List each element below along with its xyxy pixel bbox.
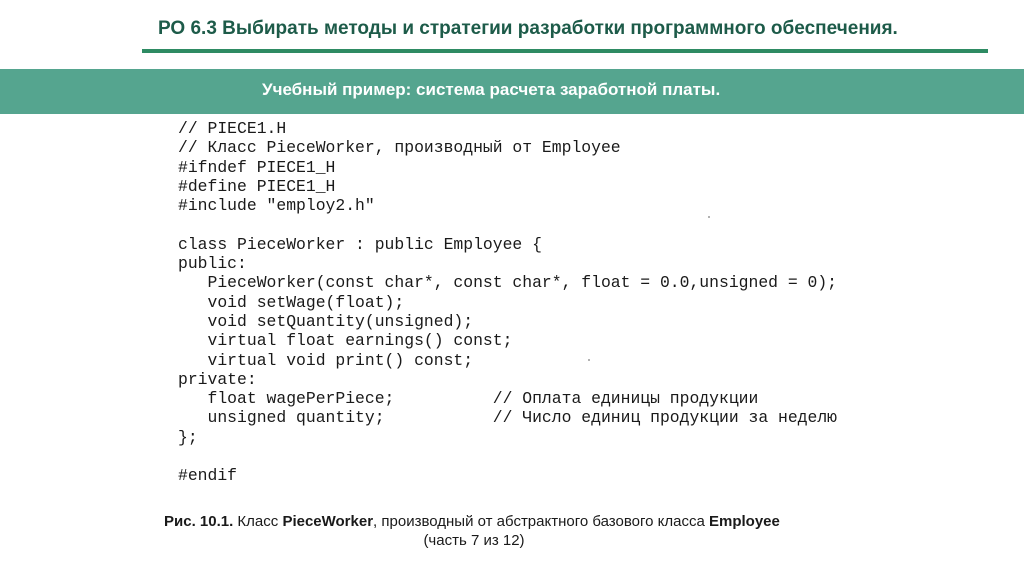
scan-speck: [588, 359, 590, 361]
code-line: [178, 215, 837, 234]
code-line: public:: [178, 254, 247, 274]
code-line: };: [178, 427, 198, 447]
code-line: virtual void print() const;: [178, 350, 474, 370]
caption-text-1: Класс: [233, 513, 283, 530]
code-line: class PieceWorker : public Employee {: [178, 234, 542, 254]
scan-speck: [708, 216, 710, 218]
code-line: // PIECE1.H: [178, 119, 287, 138]
code-line: #endif: [178, 466, 238, 486]
code-line: #ifndef PIECE1_H: [178, 157, 336, 177]
title-underline: [142, 49, 988, 53]
code-line: void setQuantity(unsigned);: [178, 311, 474, 331]
code-line: PieceWorker(const char*, const char*, float = 0.0,unsigned = 0);: [178, 273, 838, 293]
code-line: #define PIECE1_H: [178, 176, 336, 196]
code-line: virtual float earnings() const;: [178, 331, 513, 351]
code-line: float wagePerPiece; // Оплата единицы продукции: [178, 389, 759, 409]
slide-title: РО 6.3 Выбирать методы и стратегии разработки программного обеспечения.: [158, 18, 898, 39]
caption-class-pieceworker: PieceWorker: [282, 513, 374, 530]
code-line: unsigned quantity; // Число единиц продукции за неделю: [178, 408, 838, 428]
caption-line-1: [164, 512, 864, 531]
caption-figure-number: Рис. 10.1.: [164, 513, 234, 530]
code-line: #include "employ2.h": [178, 196, 375, 216]
code-line: private:: [178, 369, 257, 389]
caption-class-employee: Employee: [708, 513, 780, 530]
code-line: void setWage(float);: [178, 292, 405, 312]
code-listing: [178, 119, 837, 486]
section-banner: [0, 69, 1024, 114]
code-line: [178, 447, 837, 466]
code-line: // Класс PieceWorker, производный от Employee: [178, 138, 621, 158]
banner-text: Учебный пример: система расчета заработной платы.: [262, 80, 721, 99]
caption-line-2: (часть 7 из 12): [423, 532, 525, 549]
caption-text-2: , производный от абстрактного базового класса: [373, 513, 709, 530]
figure-caption: [164, 512, 864, 550]
